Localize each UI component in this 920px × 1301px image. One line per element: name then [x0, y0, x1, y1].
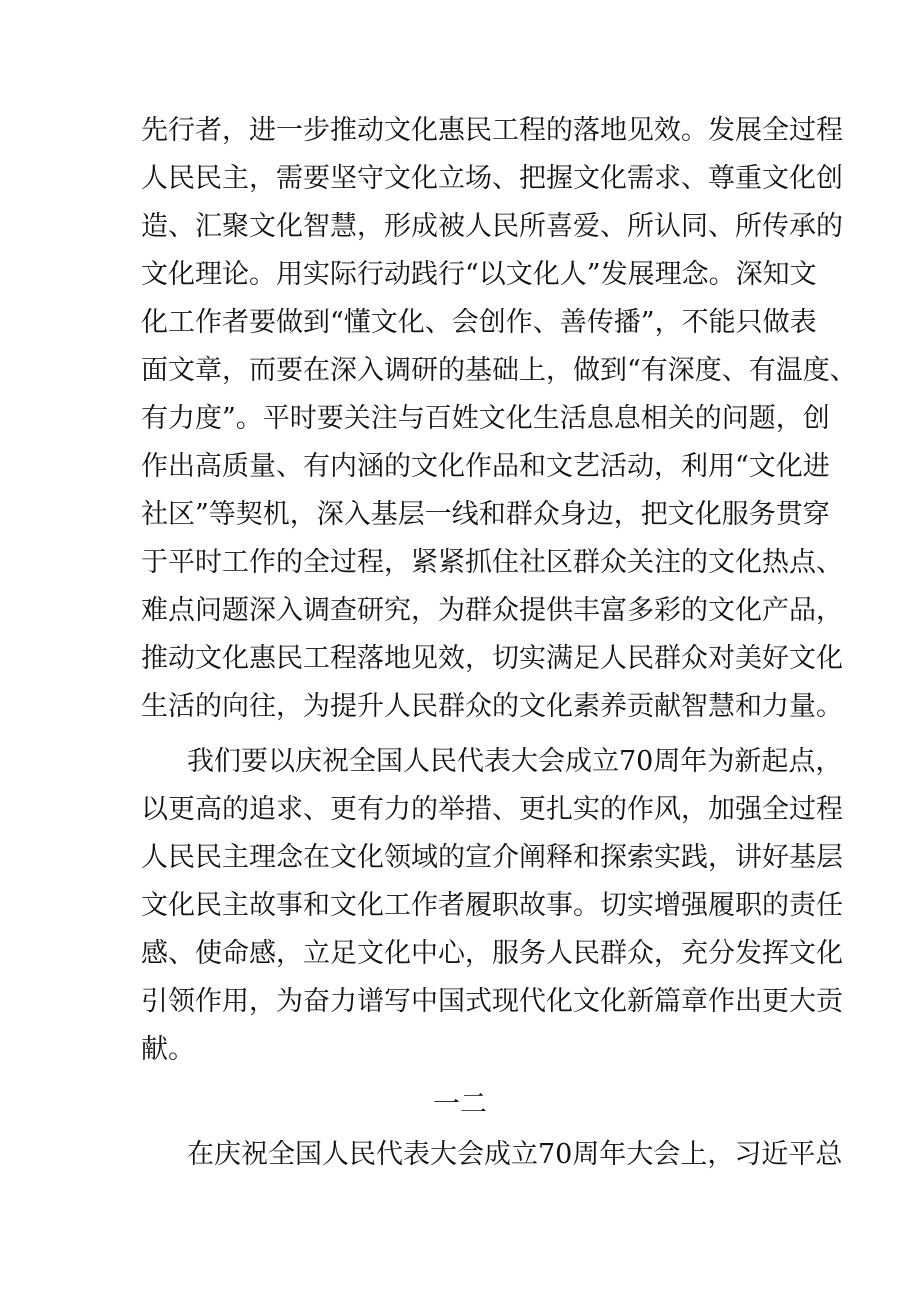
text-line: 先行者，进一步推动文化惠民工程的落地见效。发展全过程	[141, 115, 843, 146]
text-line: 以更高的追求、更有力的举措、更扎实的作风，加强全过程	[141, 794, 843, 825]
text-line: 文化理论。用实际行动践行“以文化人”发展理念。深知文	[141, 259, 817, 290]
text-line: 于平时工作的全过程，紧紧抓住社区群众关注的文化热点、	[141, 547, 843, 578]
text-line: 献。	[141, 1034, 195, 1065]
text-line: 作出高质量、有内涵的文化作品和文艺活动，利用“文化进	[141, 451, 830, 482]
text-line: 在庆祝全国人民代表大会成立70周年大会上，习近平总	[187, 1139, 843, 1170]
text-line: 有力度”。平时要关注与百姓文化生活息息相关的问题，创	[141, 403, 830, 434]
text-line: 文化民主故事和文化工作者履职故事。切实增强履职的责任	[141, 890, 843, 921]
text-line: 难点问题深入调查研究，为群众提供丰富多彩的文化产品，	[141, 595, 843, 626]
text-line: 社区”等契机，深入基层一线和群众身边，把文化服务贯穿	[141, 499, 830, 530]
text-line: 我们要以庆祝全国人民代表大会成立70周年为新起点，	[187, 746, 843, 777]
text-line: 推动文化惠民工程落地见效，切实满足人民群众对美好文化	[141, 643, 843, 674]
text-line: 造、汇聚文化智慧，形成被人民所喜爱、所认同、所传承的	[141, 211, 843, 242]
text-line: 感、使命感，立足文化中心，服务人民群众，充分发挥文化	[141, 938, 843, 969]
section-heading: 一二	[433, 1089, 487, 1120]
text-line: 面文章，而要在深入调研的基础上，做到“有深度、有温度、	[141, 355, 857, 386]
text-line: 人民民主，需要坚守文化立场、把握文化需求、尊重文化创	[141, 163, 843, 194]
text-line: 化工作者要做到“懂文化、会创作、善传播”，不能只做表	[141, 307, 817, 338]
text-line: 生活的向往，为提升人民群众的文化素养贡献智慧和力量。	[141, 691, 843, 722]
text-line: 人民民主理念在文化领域的宣介阐释和探索实践，讲好基层	[141, 842, 843, 873]
text-line: 引领作用，为奋力谱写中国式现代化文化新篇章作出更大贡	[141, 986, 843, 1017]
